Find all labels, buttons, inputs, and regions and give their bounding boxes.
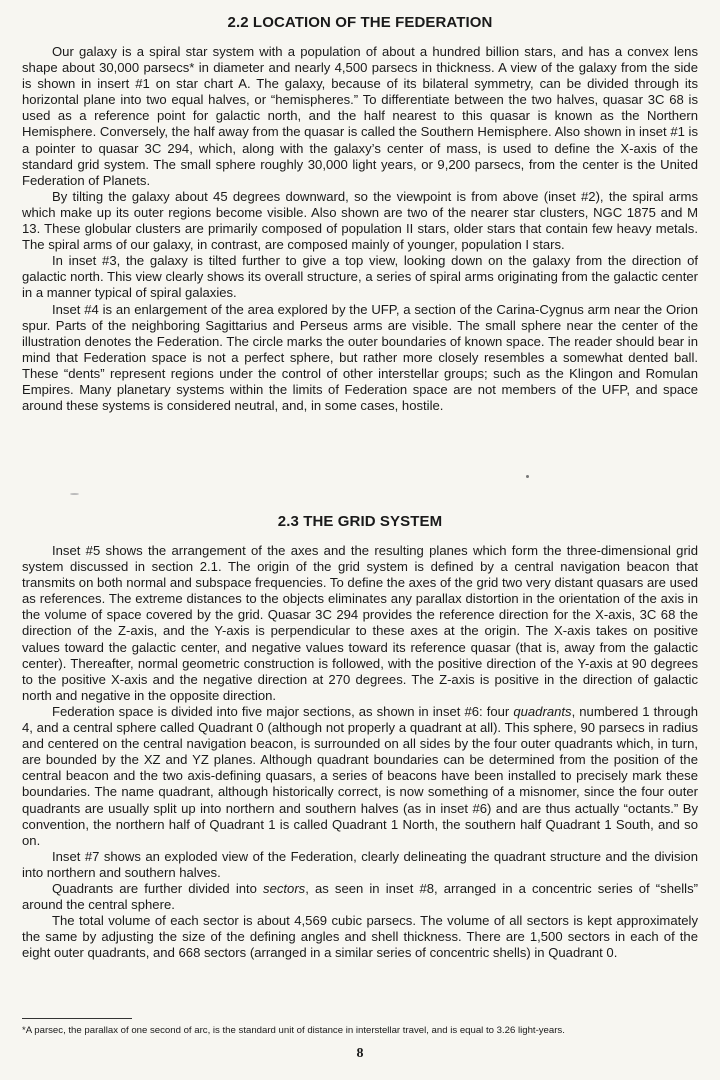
- emphasis: sectors: [263, 880, 306, 896]
- paragraph: In inset #3, the galaxy is tilted further to give a top view, looking down on the galaxy from the direction of galactic north. This view clearly shows its overall structure, a series of spiral arms originating from the galactic center in a manner typical of spiral galaxies.: [22, 253, 698, 301]
- footnote: *A parsec, the parallax of one second of arc, is the standard unit of distance in interstellar travel, and is equal to 3.26 light-years.: [22, 1025, 565, 1036]
- section-heading: 2.3 THE GRID SYSTEM: [277, 513, 443, 530]
- section-location-of-federation: [22, 14, 698, 414]
- text-run: , numbered 1 through 4, and a central sphere called Quadrant 0 (although not properly a quadrant at all). This sphere, 90 parsecs in radius and centered on the central navigation beacon, is surrounded on all sides by the four outer quadrants which, in turn, are bounded by the XZ and YZ planes. Although quadrant boundaries can be determined from the position of the central beacon and the two axis-defining quasars, a series of beacons have been installed to precisely mark these boundaries. The name quadrant, although historically correct, is now something of a misnomer, since the four outer quadrants are usually split up into northern and southern halves (as in inset #6) and are thus actually “octants.” By convention, the northern half of Quadrant 1 is called Quadrant 1 North, the southern half Quadrant 1 South, and so on.: [22, 703, 699, 848]
- page-number: 8: [356, 1046, 364, 1061]
- paragraph: Inset #4 is an enlargement of the area explored by the UFP, a section of the Carina-Cygnus arm near the Orion spur. Parts of the neighboring Sagittarius and Perseus arms are visible. The small sphere near the center of the illustration denotes the Federation. The circle marks the outer boundaries of known space. The reader should bear in mind that Federation space is not a perfect sphere, but rather more closely resembles a somewhat dented ball. These “dents” represent regions under the control of other interstellar groups; such as the Klingon and Romulan Empires. Many planetary systems within the limits of Federation space are not members of the UFP, and space around these systems is considered neutral, and, in some cases, hostile.: [22, 301, 698, 414]
- section-heading: 2.2 LOCATION OF THE FEDERATION: [227, 14, 493, 31]
- paragraph: Inset #7 shows an exploded view of the Federation, clearly delineating the quadrant structure and the division into northern and southern halves.: [22, 848, 698, 880]
- scan-speck: [70, 493, 79, 495]
- text-run: Quadrants are further divided into: [52, 880, 264, 896]
- paragraph: [22, 881, 698, 913]
- paragraph: [22, 704, 698, 849]
- paragraph: Inset #5 shows the arrangement of the axes and the resulting planes which form the three-dimensional grid system discussed in section 2.1. The origin of the grid system is defined by a central navigation beacon that transmits on both normal and subspace frequencies. To define the axes of the grid two very distant quasars are used as references. The extreme distances to the objects eliminates any parallax distortion in the orientation of the axis in the volume of space covered by the grid. Quasar 3C 294 provides the reference direction for the X-axis, 3C 68 the direction of the Z-axis, and the Y-axis is perpendicular to these axes at the origin. The X-axis takes on positive values toward the galactic center, and negative values toward its reference quasar (that is, away from the galactic center). Thereafter, normal geometric construction is followed, with the positive direction of the Y-axis at 90 degrees to the positive X-axis and the negative direction at 270 degrees. The Z-axis is positive in the direction of galactic north and negative in the opposite direction.: [22, 543, 698, 703]
- paragraph: Our galaxy is a spiral star system with a population of about a hundred billion stars, and has a convex lens shape about 30,000 parsecs* in diameter and nearly 4,500 parsecs in thickness. A view of the galaxy from the side is shown in insert #1 on star chart A. The galaxy, because of its bilateral symmetry, can be divided through its horizontal plane into two equal halves, or “hemispheres.” To differentiate between the two halves, quasar 3C 68 is used as a reference point for galactic north, and the half nearest to this quasar is known as the Northern Hemisphere. Conversely, the half away from the quasar is called the Southern Hemisphere. Also shown in inset #1 is a pointer to quasar 3C 294, which, along with the galaxy’s center of mass, is used to define the X-axis of the standard grid system. The small sphere roughly 30,000 light years, or 9,200 parsecs, from the center is the United Federation of Planets.: [22, 44, 698, 188]
- text-run: Federation space is divided into five major sections, as shown in inset #6: four: [52, 703, 514, 719]
- paragraph: By tilting the galaxy about 45 degrees downward, so the viewpoint is from above (inset #2), the spiral arms which make up its outer regions become visible. Also shown are two of the nearer star clusters, NGC 1875 and M 13. These globular clusters are primarily composed of population II stars, older stars that contain few heavy metals. The spiral arms of our galaxy, in contrast, are composed mainly of younger, population I stars.: [22, 188, 698, 253]
- emphasis: quadrants: [513, 703, 572, 719]
- paragraph: The total volume of each sector is about 4,569 cubic parsecs. The volume of all sectors is kept approximately the same by adjusting the size of the defining angles and shell thickness. There are 1,500 sectors in each of the eight outer quadrants, and 668 sectors (arranged in a similar series of concentric shells) in Quadrant 0.: [22, 913, 698, 961]
- text-run: , as seen in inset #8, arranged in a concentric series of “shells” around the central sphere.: [22, 880, 698, 913]
- scan-speck: [526, 475, 529, 478]
- section-grid-system: [22, 513, 698, 961]
- footnote-divider: [22, 1018, 132, 1019]
